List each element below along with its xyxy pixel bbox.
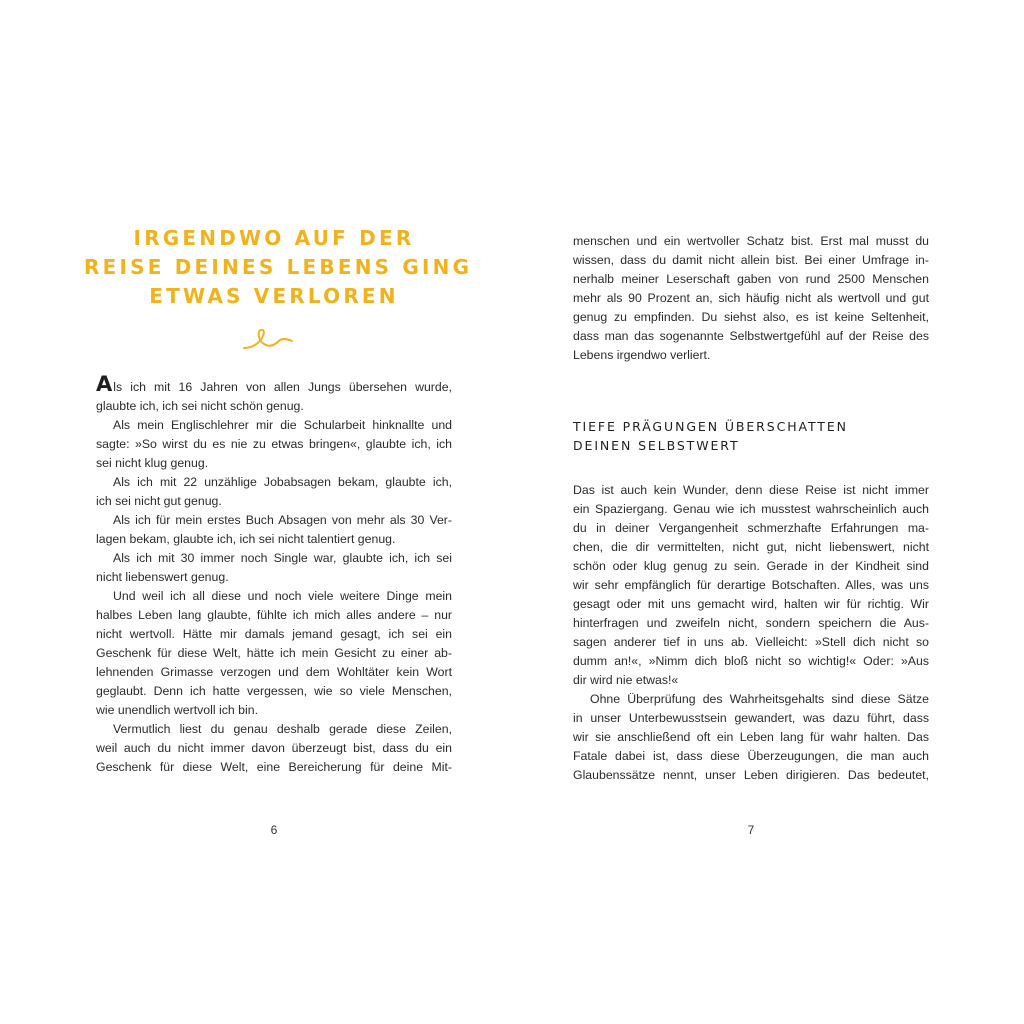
text-line: du in deiner Vergangenheit schmerzhafte Erfahrungen ma- — [573, 521, 929, 535]
text-line: Ohne Überprüfung des Wahrheitsgehalts sind diese Sätze — [590, 692, 929, 706]
text-line: halbes Leben lang glaubte, fühlte ich mich alles andere – nur — [96, 608, 452, 622]
text-line: geglaubt. Denn ich hatte vergessen, wie so viele Menschen, — [96, 684, 452, 698]
text-line: nicht wertvoll. Hätte mir damals jemand gesagt, ich sei ein — [96, 627, 452, 641]
text-line: Als ich für mein erstes Buch Absagen von mehr als 30 Ver- — [113, 513, 452, 527]
text-line: wissen, dass du damit nicht allein bist. Bei einer Umfrage in- — [573, 253, 929, 267]
right-body-text-top — [573, 232, 929, 365]
text-line: Lebens irgendwo verliert. — [573, 348, 711, 362]
text-line: Als ich mit 30 immer noch Single war, glaubte ich, ich sei — [113, 551, 452, 565]
text-line: Als ich mit 22 unzählige Jobabsagen bekam, glaubte ich, — [113, 475, 452, 489]
text-line: weil auch du nicht immer davon überzeugt bist, dass du ein — [96, 741, 452, 755]
text-line: ein Spaziergang. Genau wie ich musstest wahrscheinlich auch — [573, 502, 929, 516]
text-line: sagte: »So wirst du es nie zu etwas bringen«, glaubte ich, ich — [96, 437, 452, 451]
text-line-content: ls ich mit 16 Jahren von allen Jungs übersehen wurde, — [113, 380, 452, 394]
text-line: chen, die dir vermittelten, nicht gut, nicht liebenswert, nicht — [573, 540, 929, 554]
section-heading — [573, 417, 929, 455]
text-line — [96, 375, 452, 397]
text-line: genug zu empfinden. Du siehst also, es ist keine Seltenheit, — [573, 310, 929, 324]
text-line: wie unendlich wertvoll ich bin. — [96, 703, 258, 717]
right-body-text-bottom — [573, 481, 929, 785]
text-line: glaubte ich, ich sei nicht schön genug. — [96, 399, 304, 413]
page-number: 6 — [270, 823, 278, 837]
text-line: Als mein Englischlehrer mir die Schularbeit hinknallte und — [113, 418, 452, 432]
left-body-text — [96, 375, 452, 777]
text-line: nerhalb meiner Leserschaft gaben von rund 2500 Menschen — [573, 272, 929, 286]
text-line: dir wird nie etwas!« — [573, 673, 679, 687]
text-line: wir sie anschließend oft ein Leben lang für wahr halten. Das — [573, 730, 929, 744]
text-line: Vermutlich liest du genau deshalb gerade diese Zeilen, — [113, 722, 452, 736]
text-line: ich sei nicht gut genug. — [96, 494, 222, 508]
text-line: Das ist auch kein Wunder, denn diese Reise ist nicht immer — [573, 483, 929, 497]
dropcap-letter: A — [96, 375, 113, 396]
text-line: lagen bekam, glaubte ich, ich sei nicht talentiert genug. — [96, 532, 396, 546]
text-line: sagen anderer tief in uns ab. Vielleicht: »Stell dich nicht so — [573, 635, 929, 649]
text-line: gesagt oder mit uns gemacht wird, halten wir für richtig. Wir — [573, 597, 929, 611]
text-line: nicht liebenswert genug. — [96, 570, 229, 584]
swirl-ornament-icon — [242, 326, 294, 354]
page-number: 7 — [747, 823, 755, 837]
text-line: wir sehr empfänglich für derartige Botschaften. Alles, was uns — [573, 578, 929, 592]
text-line: Fatale dabei ist, dass diese Überzeugungen, die man auch — [573, 749, 929, 763]
text-line: dumm an!«, »Nimm dich bloß nicht so wichtig!« Oder: »Aus — [573, 654, 929, 668]
text-line: dass man das sogenannte Selbstwertgefühl auf der Reise des — [573, 329, 929, 343]
text-line: in unser Unterbewusstsein gewandert, was dazu führt, dass — [573, 711, 929, 725]
text-line: Und weil ich all diese und noch viele weitere Dinge mein — [113, 589, 452, 603]
text-line: hinterfragen und zweifeln nicht, sondern speichern die Aus- — [573, 616, 929, 630]
right-page — [573, 0, 929, 1024]
text-line: Glaubenssätze nennt, unser Leben dirigieren. Das bedeutet, — [573, 768, 929, 782]
text-line: Geschenk für diese Welt, hätte ich mein Gesicht zu einer ab- — [96, 646, 452, 660]
text-line: mehr als 90 Prozent an, sich häufig nicht als wertvoll und gut — [573, 291, 929, 305]
text-line: menschen und ein wertvoller Schatz bist. Erst mal musst du — [573, 234, 929, 248]
section-heading-line: DEINEN SELBSTWERT — [573, 438, 740, 453]
chapter-title-line: REISE DEINES LEBENS GING — [84, 255, 473, 279]
section-heading-line: TIEFE PRÄGUNGEN ÜBERSCHATTEN — [573, 419, 848, 434]
text-line: Geschenk für diese Welt, eine Bereicherung für deine Mit- — [96, 760, 452, 774]
chapter-title-line: IRGENDWO AUF DER — [133, 226, 415, 250]
left-page — [84, 0, 473, 1024]
text-line: lehnenden Grimasse verzogen und dem Wohltäter kein Wort — [96, 665, 452, 679]
chapter-title-line: ETWAS VERLOREN — [149, 284, 399, 308]
chapter-title — [84, 224, 473, 311]
text-line: sei nicht klug genug. — [96, 456, 209, 470]
text-line: schön oder klug genug zu sein. Gerade in der Kindheit sind — [573, 559, 929, 573]
